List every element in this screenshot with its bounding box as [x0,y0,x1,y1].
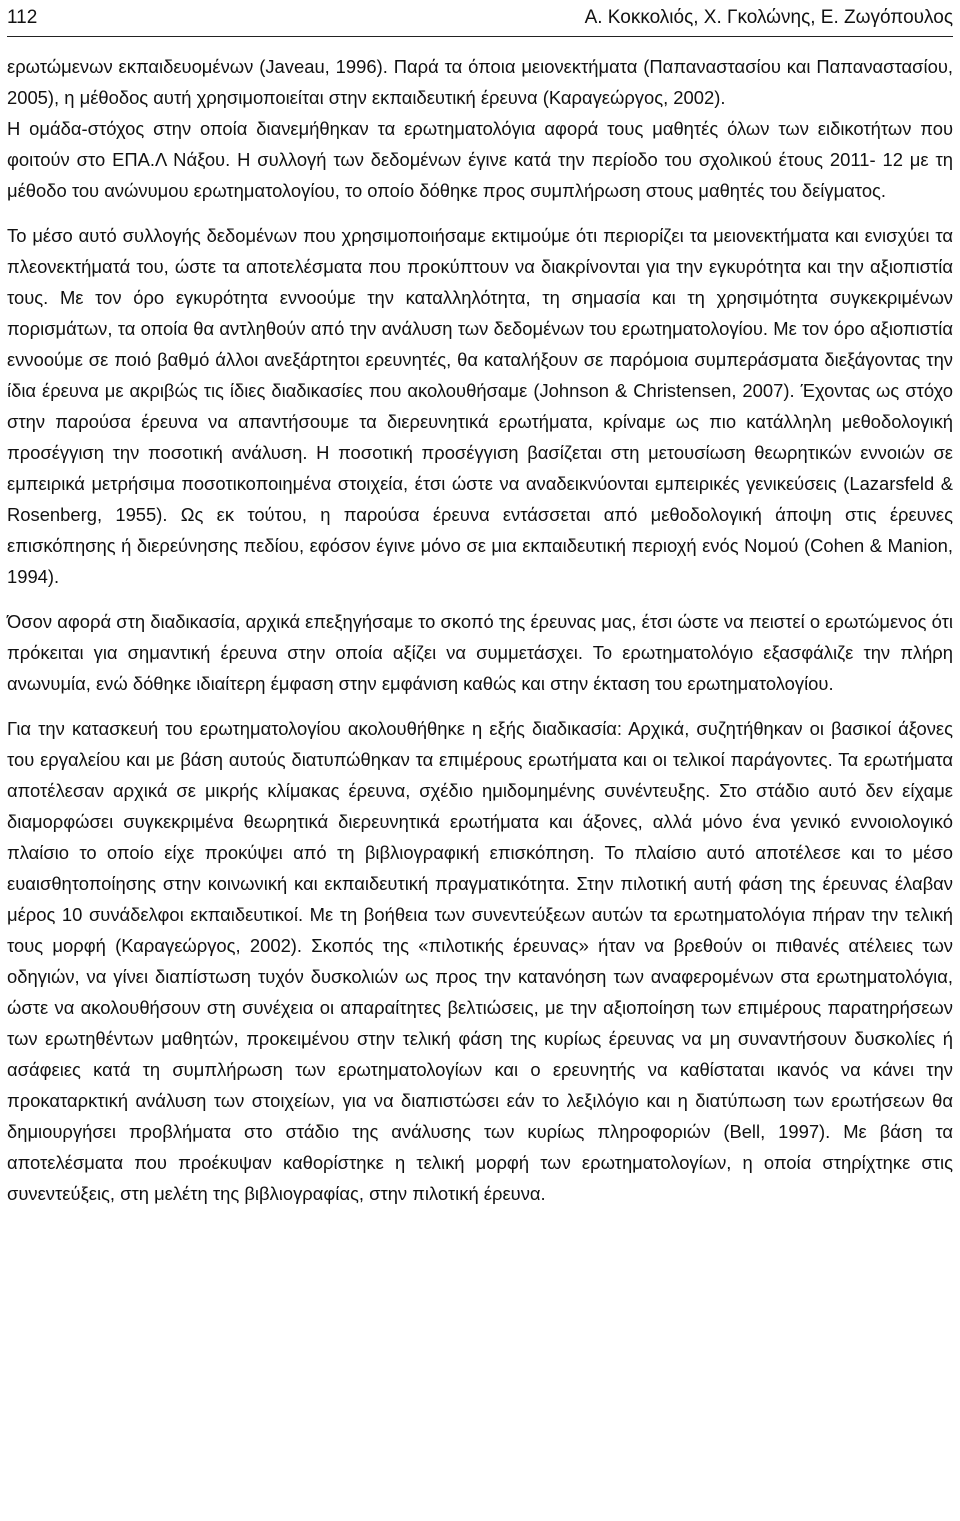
header-authors: Α. Κοκκολιός, Χ. Γκολώνης, Ε. Ζωγόπουλος [584,7,953,28]
paragraph-questionnaire-construction: Για την κατασκευή του ερωτηματολογίου ακολουθήθηκε η εξής διαδικασία: Αρχικά, συζητήθηκαν οι βασικοί άξονες του εργαλείου και με βάση αυτούς διατυπώθηκαν τα επιμέρους ερωτήματα και οι τελικοί παράγοντες. Τα ερωτήματα αποτέλεσαν αρχικά σε μικρής κλίμακας έρευνα, σχέδιο ημιδομημένης συνέντευξης. Στο στάδιο αυτό δεν είχαμε διαμορφώσει συγκεκριμένα θεωρητικά διερευνητικά ερωτήματα και άξονες, αλλά μόνο ένα γενικό εννοιολογικό πλαίσιο το οποίο είχε προκύψει από τη βιβλιογραφική επισκόπηση. Το πλαίσιο αυτό αποτέλεσε και το μέσο ευαισθητοποίησης στην κοινωνική και εκπαιδευτική πραγματικότητα. Στην πιλοτική αυτή φάση της έρευνας έλαβαν μέρος 10 συνάδελφοι εκπαιδευτικοί. Με τη βοήθεια των συνεντεύξεων αυτών τα ερωτηματολόγια πήραν την τελική τους μορφή (Καραγεώργος, 2002). Σκοπός της «πιλοτικής έρευνας» ήταν να βρεθούν οι πιθανές ατέλειες των οδηγιών, να γίνει διαπίστωση τυχόν δυσκολιών ως προς την κατανόηση των αναφερομένων στα ερωτηματολόγια, ώστε να ακολουθήσουν στη συνέχεια οι απαραίτητες βελτιώσεις, με την αξιοποίηση των επιμέρους παρατηρήσεων των ερωτηθέντων μαθητών, προκειμένου στην τελική φάση της κυρίως έρευνας να μη συναντήσουν δυσκολίες ή ασάφειες κατά τη συμπλήρωση των ερωτηματολογίων και ο ερευνητής να καθίσταται ικανός να κάνει την προκαταρκτική ανάλυση των στοιχείων, για να διαπιστώσει εάν το λεξιλόγιο και η διατύπωση των ερωτήσεων θα δημιουργήσει προβλήματα στο στάδιο της ανάλυσης των κυρίως πληροφοριών (Bell, 1997). Με βάση τα αποτελέσματα που προέκυψαν καθορίστηκε η τελική μορφή των ερωτηματολογίων, η οποία στηρίχτηκε στις συνεντεύξεις, στη μελέτη της βιβλιογραφίας, στην πιλοτική έρευνα. [7,718,953,1204]
paragraph-target-group: Η ομάδα-στόχος στην οποία διανεμήθηκαν τα ερωτηματολόγια αφορά τους μαθητές όλων των ειδικοτήτων που φοιτούν στο ΕΠΑ.Λ Νάξου. Η συλλογή των δεδομένων έγινε κατά την περίοδο του σχολικού έτους 2011- 12 με τη μέθοδο του ανώνυμου ερωτηματολογίου, το οποίο δόθηκε προς συμπλήρωση στους μαθητές του δείγματος. [7,118,953,201]
running-header [7,0,953,37]
document-page [7,0,953,1209]
page-number: 112 [7,7,38,28]
paragraph-procedure: Όσον αφορά στη διαδικασία, αρχικά επεξηγήσαμε το σκοπό της έρευνας μας, έτσι ώστε να πειστεί ο ερωτώμενος ότι πρόκειται για σημαντική έρευνα στην οποία αξίζει να συμμετάσχει. Το ερωτηματολόγιο εξασφάλιζε την πλήρη ανωνυμία, ενώ δόθηκε ιδιαίτερη έμφαση στην εμφάνιση καθώς και στην έκταση του ερωτηματολογίου. [7,611,953,694]
paragraph-method-intro: ερωτώμενων εκπαιδευομένων (Javeau, 1996). Παρά τα όποια μειονεκτήματα (Παπαναστασίου και Παπαναστασίου, 2005), η μέθοδος αυτή χρησιμοποιείται στην εκπαιδευτική έρευνα (Καραγεώργος, 2002). [7,56,953,108]
body-text [7,51,953,1209]
paragraph-validity-reliability: Το μέσο αυτό συλλογής δεδομένων που χρησιμοποιήσαμε εκτιμούμε ότι περιορίζει τα μειονεκτήματα και ενισχύει τα πλεονεκτήματά του, ώστε τα αποτελέσματα που προκύπτουν να διακρίνονται για την εγκυρότητα και την αξιοπιστία τους. Με τον όρο εγκυρότητα εννοούμε την καταλληλότητα, τη σημασία και τη χρησιμότητα συγκεκριμένων πορισμάτων, τα οποία θα αντληθούν από την ανάλυση των δεδομένων του ερωτηματολογίου. Με τον όρο αξιοπιστία εννοούμε σε ποιό βαθμό άλλοι ανεξάρτητοι ερευνητές, θα καταλήξουν σε παρόμοια συμπεράσματα διεξάγοντας την ίδια έρευνα με ακριβώς τις ίδιες διαδικασίες που ακολουθήσαμε (Johnson & Christensen, 2007). Έχοντας ως στόχο στην παρούσα έρευνα να απαντήσουμε τα διερευνητικά ερωτήματα, κρίναμε ως πιο κατάλληλη μεθοδολογική προσέγγιση την ποσοτική ανάλυση. Η ποσοτική προσέγγιση βασίζεται στη μετουσίωση θεωρητικών εννοιών σε εμπειρικά μετρήσιμα ποσοτικοποιημένα στοιχεία, έτσι ώστε να αναδεικνύονται εμπειρικές γενικεύσεις (Lazarsfeld & Rosenberg, 1955). Ως εκ τούτου, η παρούσα έρευνα εντάσσεται από μεθοδολογική άποψη στις έρευνες επισκόπησης ή διερεύνησης πεδίου, εφόσον έγινε μόνο σε μια εκπαιδευτική περιοχή ενός Νομού (Cohen & Manion, 1994). [7,225,953,587]
